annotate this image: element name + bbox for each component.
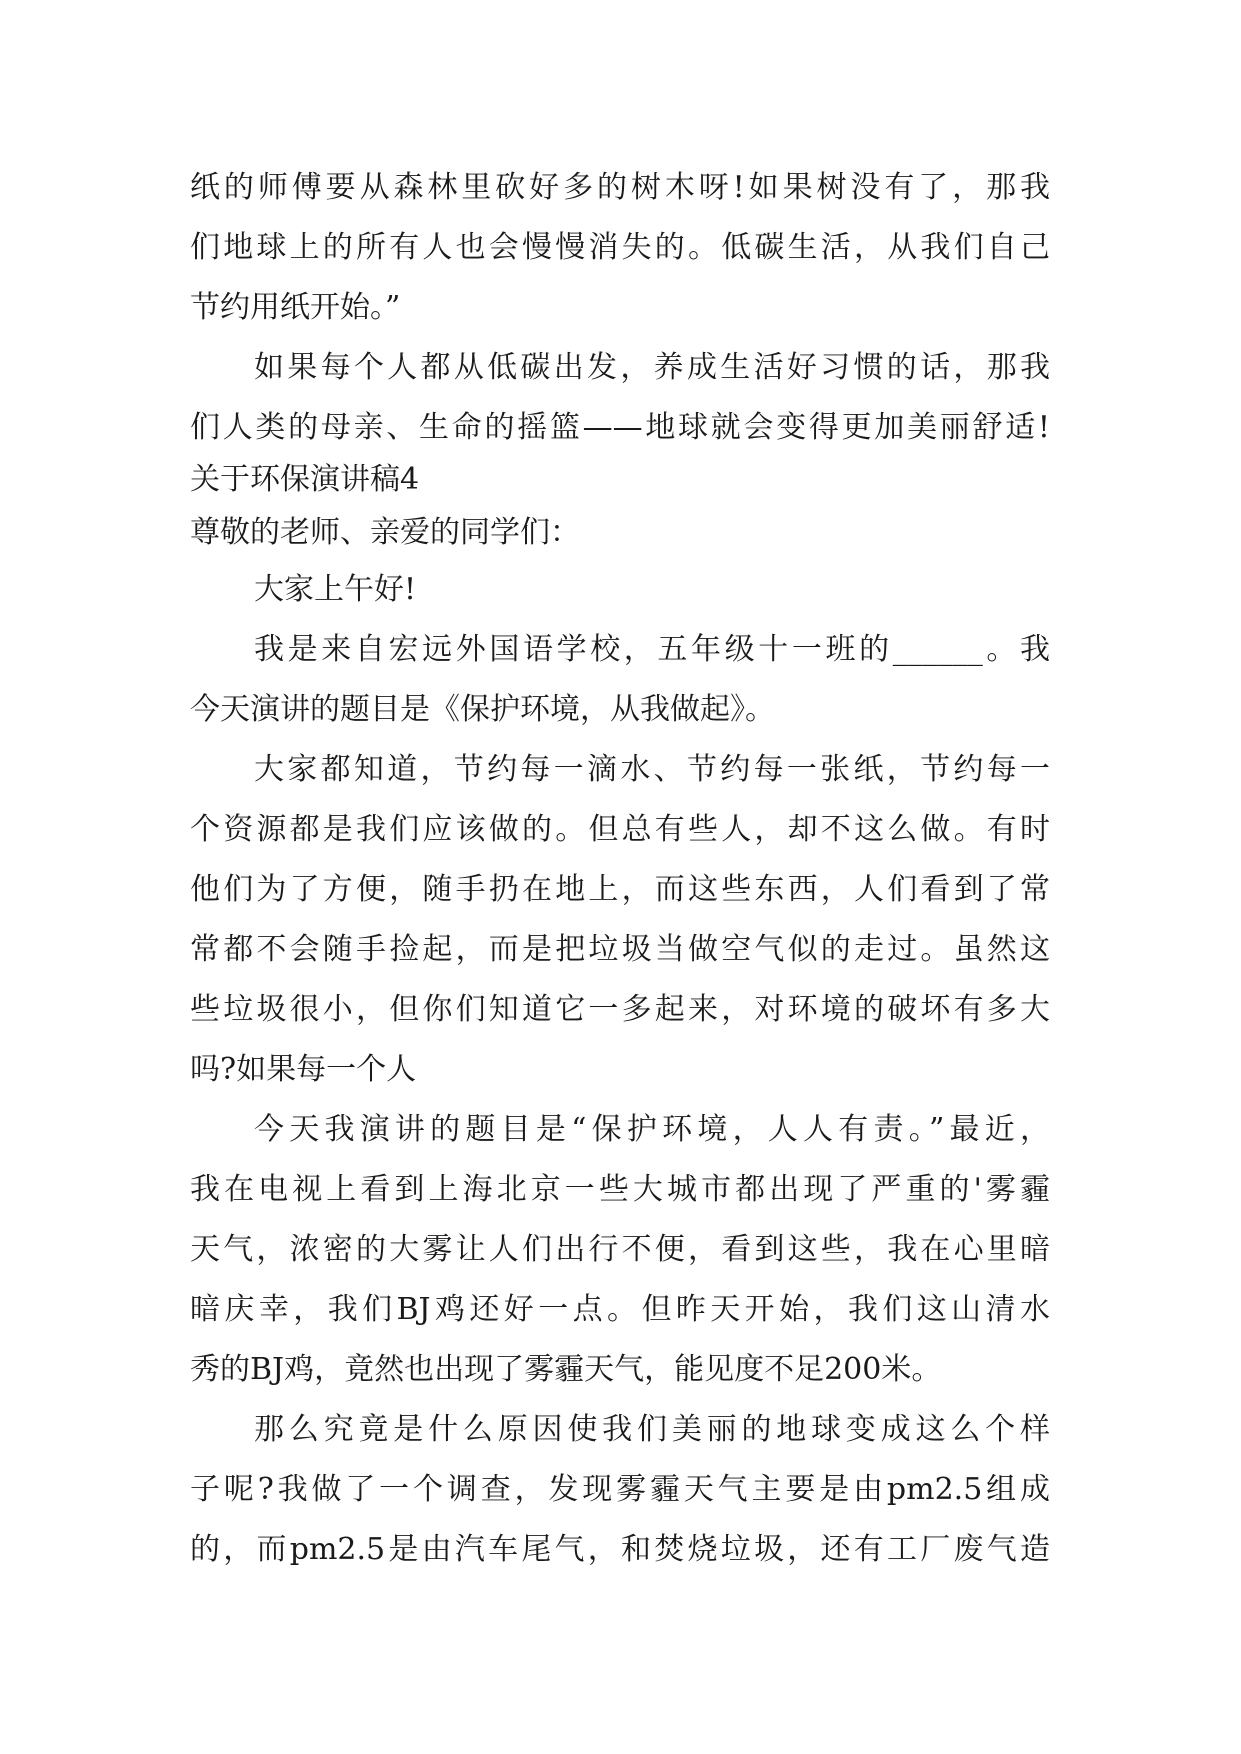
text-line: 的，而pm2.5是由汽车尾气，和焚烧垃圾，还有工厂废气造 — [190, 1532, 1050, 1567]
text-line: 天气，浓密的大雾让人们出行不便，看到这些，我在心里暗 — [190, 1232, 1050, 1267]
greeting-line: 大家上午好! — [254, 572, 417, 607]
section-heading: 关于环保演讲稿4 — [190, 462, 420, 497]
text-line: 如果每个人都从低碳出发，养成生活好习惯的话，那我 — [254, 350, 1050, 385]
text-line: 今天演讲的题目是《保护环境，从我做起》。 — [190, 692, 775, 727]
text-line: 我在电视上看到上海北京一些大城市都出现了严重的'雾霾 — [190, 1172, 1050, 1207]
text-line: 大家都知道，节约每一滴水、节约每一张纸，节约每一 — [254, 752, 1050, 787]
text-line: 秀的BJ鸡，竟然也出现了雾霾天气，能见度不足200米。 — [190, 1352, 942, 1387]
salutation: 尊敬的老师、亲爱的同学们： — [190, 515, 580, 550]
text-line: 子呢?我做了一个调查，发现雾霾天气主要是由pm2.5组成 — [190, 1472, 1050, 1507]
text-line: 些垃圾很小，但你们知道它一多起来，对环境的破坏有多大 — [190, 992, 1050, 1027]
text-line: 我是来自宏远外国语学校，五年级十一班的______。我 — [254, 632, 1050, 667]
text-line: 们人类的母亲、生命的摇篮——地球就会变得更加美丽舒适! — [190, 410, 1050, 445]
text-line: 常都不会随手捡起，而是把垃圾当做空气似的走过。虽然这 — [190, 932, 1050, 967]
text-line: 今天我演讲的题目是“保护环境，人人有责。”最近， — [254, 1112, 1050, 1147]
text-line: 节约用纸开始。” — [190, 290, 401, 325]
text-line: 们地球上的所有人也会慢慢消失的。低碳生活，从我们自己 — [190, 230, 1050, 265]
text-line: 个资源都是我们应该做的。但总有些人，却不这么做。有时 — [190, 812, 1050, 847]
text-line: 吗?如果每一个人 — [190, 1052, 417, 1087]
text-line: 他们为了方便，随手扔在地上，而这些东西，人们看到了常 — [190, 872, 1050, 907]
text-line: 暗庆幸，我们BJ鸡还好一点。但昨天开始，我们这山清水 — [190, 1292, 1050, 1327]
text-line: 那么究竟是什么原因使我们美丽的地球变成这么个样 — [254, 1412, 1050, 1447]
text-line: 纸的师傅要从森林里砍好多的树木呀!如果树没有了，那我 — [190, 170, 1050, 205]
